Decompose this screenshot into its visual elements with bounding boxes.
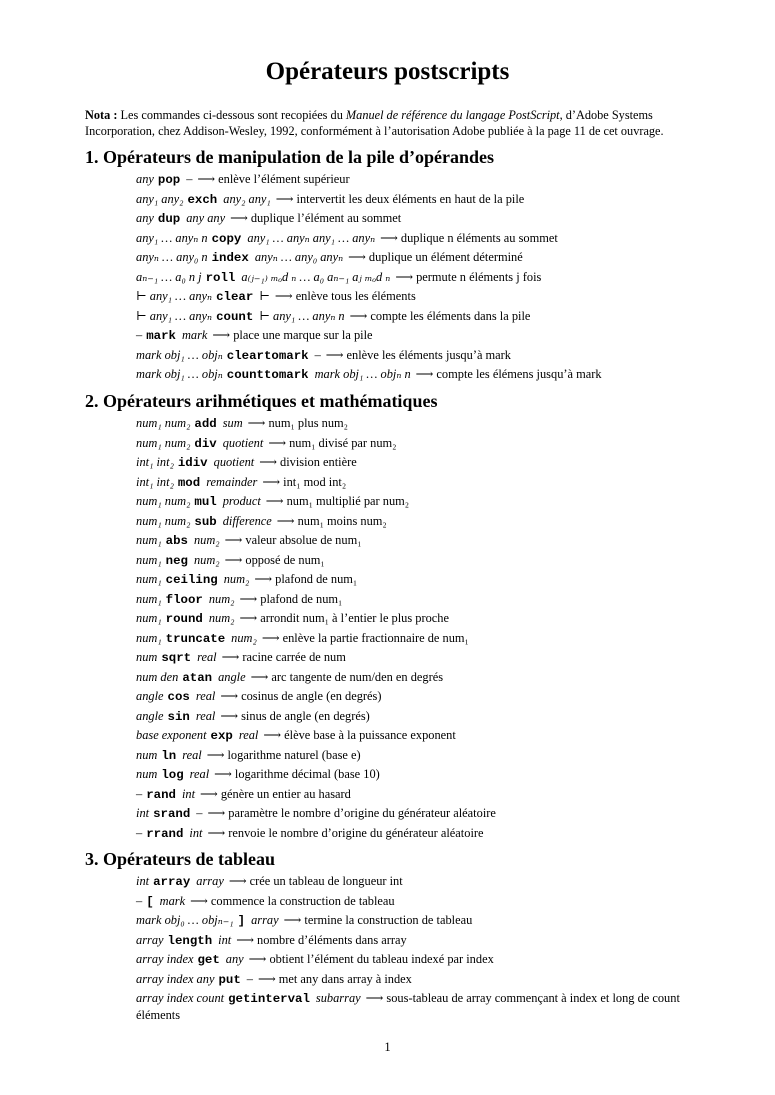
operator-description: duplique n éléments au sommet bbox=[400, 230, 558, 245]
operator-name: cleartomark bbox=[226, 348, 309, 363]
operator-description: duplique un élément déterminé bbox=[368, 250, 523, 264]
operator-list-2 bbox=[136, 414, 696, 843]
result-arrow: ⟶ bbox=[236, 932, 255, 947]
operator-result: num₂ bbox=[208, 611, 235, 625]
operator-result: real bbox=[195, 689, 216, 703]
operator-result: anyₙ … any₀ anyₙ bbox=[254, 250, 344, 264]
operator-description: enlève les éléments jusqu’à mark bbox=[346, 347, 512, 362]
operator-entry bbox=[136, 765, 696, 785]
operator-args: mark obj₀ … objₙ₋₁ bbox=[136, 913, 234, 927]
operator-description: compte les éléments dans la pile bbox=[370, 308, 531, 323]
operator-name: get bbox=[197, 953, 220, 967]
result-arrow: ⟶ bbox=[262, 474, 281, 489]
operator-entry bbox=[136, 287, 696, 307]
operator-result: num₂ bbox=[231, 630, 257, 645]
operator-result: real bbox=[197, 650, 217, 664]
operator-description: nombre d’éléments dans array bbox=[257, 932, 407, 947]
operator-args: int₁ int₂ bbox=[136, 474, 174, 489]
operator-entry bbox=[136, 950, 696, 970]
operator-args: num bbox=[136, 650, 158, 664]
page-title: Opérateurs postscripts bbox=[265, 58, 510, 85]
operator-args: – bbox=[136, 893, 143, 908]
operator-description: plafond de num₁ bbox=[275, 572, 358, 586]
operator-entry bbox=[136, 346, 696, 366]
operator-description: obtient l’élément du tableau indexé par index bbox=[269, 952, 494, 966]
operator-result: – bbox=[186, 172, 193, 186]
nota-book-title: Manuel de référence du langage PostScript bbox=[345, 108, 560, 122]
result-arrow: ⟶ bbox=[200, 786, 218, 801]
operator-name: [ bbox=[146, 894, 154, 909]
operator-result: any bbox=[225, 952, 244, 966]
operator-result: int bbox=[181, 786, 196, 801]
operator-description: duplique l’élément au sommet bbox=[250, 211, 402, 225]
operator-entry bbox=[136, 190, 696, 210]
operator-name: cos bbox=[167, 690, 190, 704]
result-arrow: ⟶ bbox=[261, 630, 280, 645]
operator-description: compte les élémens jusqu’à mark bbox=[436, 367, 602, 381]
result-arrow: ⟶ bbox=[254, 572, 273, 586]
operator-name: count bbox=[216, 309, 254, 324]
operator-name: abs bbox=[165, 534, 188, 548]
operator-args: angle bbox=[136, 708, 164, 723]
operator-description: plafond de num₁ bbox=[260, 591, 343, 606]
operator-name: ] bbox=[237, 914, 246, 928]
operator-name: sqrt bbox=[161, 651, 192, 665]
operator-entry bbox=[136, 512, 696, 532]
operator-description: arrondit num₁ à l’entier le plus proche bbox=[260, 611, 450, 625]
section-heading-2: 2. Opérateurs arihmétiques et mathématiques bbox=[85, 391, 438, 411]
operator-result: ⊢ any₁ … anyₙ n bbox=[259, 308, 345, 323]
operator-name: exp bbox=[210, 729, 233, 743]
result-arrow: ⟶ bbox=[190, 893, 208, 908]
result-arrow: ⟶ bbox=[259, 455, 277, 469]
operator-result: quotient bbox=[213, 455, 255, 469]
operator-description: génère un entier au hasard bbox=[220, 786, 351, 801]
operator-entry bbox=[136, 473, 696, 493]
operator-result: array bbox=[251, 913, 279, 927]
result-arrow: ⟶ bbox=[212, 328, 231, 342]
operator-description: num₁ plus num₂ bbox=[268, 416, 348, 430]
result-arrow: ⟶ bbox=[221, 650, 240, 664]
operator-entry bbox=[136, 170, 696, 190]
operator-name: sub bbox=[194, 514, 217, 529]
operator-entry bbox=[136, 970, 696, 990]
operator-entry bbox=[136, 248, 696, 268]
page-number: 1 bbox=[384, 1040, 391, 1054]
result-arrow: ⟶ bbox=[265, 494, 284, 508]
operator-args: any bbox=[136, 172, 154, 186]
operator-args: num bbox=[136, 767, 158, 781]
result-arrow: ⟶ bbox=[415, 367, 434, 381]
operator-result: array bbox=[196, 874, 224, 888]
operator-list-1 bbox=[136, 170, 696, 385]
operator-result: – bbox=[314, 347, 321, 362]
operator-args: num den bbox=[136, 669, 179, 684]
operator-entry bbox=[136, 531, 696, 551]
operator-name: rrand bbox=[146, 826, 184, 841]
operator-result: sum bbox=[222, 416, 243, 430]
operator-description: renvoie le nombre d’origine du générateur aléatoire bbox=[228, 825, 484, 840]
operator-name: counttomark bbox=[226, 368, 309, 382]
operator-description: termine la construction de tableau bbox=[304, 913, 473, 927]
section-heading-1: 1. Opérateurs de manipulation de la pile d’opérandes bbox=[85, 147, 495, 167]
operator-description: met any dans array à index bbox=[278, 971, 412, 986]
result-arrow: ⟶ bbox=[239, 591, 258, 606]
result-arrow: ⟶ bbox=[228, 874, 247, 888]
nota-label: Nota : bbox=[85, 108, 118, 122]
operator-result: any₂ any₁ bbox=[223, 191, 271, 206]
operator-name: idiv bbox=[177, 456, 208, 470]
operator-name: div bbox=[194, 436, 217, 451]
result-arrow: ⟶ bbox=[197, 172, 216, 186]
result-arrow: ⟶ bbox=[239, 611, 258, 625]
operator-args: num₁ bbox=[136, 572, 162, 586]
result-arrow: ⟶ bbox=[365, 991, 384, 1005]
operator-description: num₁ divisé par num₂ bbox=[289, 435, 397, 450]
result-arrow: ⟶ bbox=[348, 250, 366, 264]
operator-name: length bbox=[167, 933, 213, 948]
result-arrow: ⟶ bbox=[207, 806, 226, 820]
operator-name: dup bbox=[157, 212, 181, 226]
operator-args: array index any bbox=[136, 971, 215, 986]
operator-description: permute n éléments j fois bbox=[416, 269, 542, 284]
operator-result: real bbox=[195, 708, 216, 723]
operator-description: paramètre le nombre d’origine du générateur aléatoire bbox=[228, 806, 496, 820]
operator-entry bbox=[136, 551, 696, 571]
operator-entry bbox=[136, 989, 696, 1023]
operator-entry bbox=[136, 726, 696, 746]
operator-description: élève base à la puissance exponent bbox=[284, 728, 456, 742]
operator-description: logarithme décimal (base 10) bbox=[234, 767, 380, 781]
operator-result: remainder bbox=[206, 474, 258, 489]
operator-args: – bbox=[136, 328, 143, 342]
operator-args: – bbox=[136, 786, 143, 801]
operator-result: real bbox=[238, 728, 259, 742]
operator-entry bbox=[136, 648, 696, 668]
operator-result: num₂ bbox=[193, 552, 220, 567]
operator-entry bbox=[136, 892, 696, 912]
operator-description: enlève tous les éléments bbox=[295, 289, 416, 303]
operator-name: roll bbox=[205, 270, 236, 285]
operator-result: ⊢ bbox=[259, 289, 270, 303]
result-arrow: ⟶ bbox=[283, 913, 302, 927]
operator-name: ceiling bbox=[165, 573, 218, 587]
operator-args: num₁ bbox=[136, 552, 162, 567]
operator-result: product bbox=[222, 494, 261, 508]
result-arrow: ⟶ bbox=[224, 552, 243, 567]
operator-name: mod bbox=[177, 475, 201, 490]
operator-name: ln bbox=[161, 748, 177, 763]
operator-result: a₍ⱼ₋₁₎ ₘₒd ₙ … a₀ aₙ₋₁ aⱼ ₘₒd ₙ bbox=[241, 269, 391, 284]
operator-description: arc tangente de num/den en degrés bbox=[271, 669, 444, 684]
result-arrow: ⟶ bbox=[220, 708, 239, 723]
operator-entry bbox=[136, 629, 696, 649]
result-arrow: ⟶ bbox=[247, 416, 266, 430]
operator-args: num bbox=[136, 747, 158, 762]
operator-args: – bbox=[136, 825, 143, 840]
operator-entry bbox=[136, 307, 696, 327]
operator-description: cosinus de angle (en degrés) bbox=[241, 689, 382, 703]
operator-args: any bbox=[136, 211, 154, 225]
operator-entry bbox=[136, 668, 696, 688]
operator-name: clear bbox=[216, 290, 254, 304]
operator-args: ⊢ any₁ … anyₙ bbox=[136, 289, 213, 303]
operator-entry bbox=[136, 229, 696, 249]
operator-name: add bbox=[194, 417, 217, 431]
operator-entry bbox=[136, 453, 696, 473]
operator-args: base exponent bbox=[136, 728, 207, 742]
operator-result: difference bbox=[222, 513, 272, 528]
operator-args: num₁ num₂ bbox=[136, 435, 191, 450]
operator-args: num₁ num₂ bbox=[136, 513, 191, 528]
operator-description: logarithme naturel (base e) bbox=[227, 747, 361, 762]
operator-entry bbox=[136, 872, 696, 892]
operator-entry bbox=[136, 804, 696, 824]
nota-text-1: Les commandes ci-dessous sont recopiées du bbox=[117, 108, 346, 122]
operator-result: angle bbox=[218, 669, 246, 684]
result-arrow: ⟶ bbox=[275, 191, 294, 206]
operator-entry bbox=[136, 590, 696, 610]
operator-args: int bbox=[136, 874, 150, 888]
operator-description: commence la construction de tableau bbox=[210, 893, 395, 908]
nota-paragraph bbox=[85, 107, 697, 139]
operator-result: num₂ bbox=[223, 572, 250, 586]
operator-args: num₁ bbox=[136, 630, 162, 645]
operator-result: – bbox=[196, 806, 203, 820]
operator-result: mark bbox=[159, 893, 186, 908]
operator-entry bbox=[136, 931, 696, 951]
operator-description: num₁ multiplié par num₂ bbox=[286, 494, 410, 508]
operator-name: mul bbox=[194, 495, 217, 509]
operator-args: num₁ bbox=[136, 533, 162, 547]
operator-args: aₙ₋₁ … a₀ n j bbox=[136, 269, 202, 284]
operator-name: mark bbox=[146, 329, 176, 343]
operator-args: anyₙ … any₀ n bbox=[136, 250, 208, 264]
result-arrow: ⟶ bbox=[214, 767, 232, 781]
operator-entry bbox=[136, 687, 696, 707]
operator-result: any₁ … anyₙ any₁ … anyₙ bbox=[247, 230, 376, 245]
result-arrow: ⟶ bbox=[250, 669, 269, 684]
operator-description: crée un tableau de longueur int bbox=[249, 874, 403, 888]
operator-description: num₁ moins num₂ bbox=[297, 513, 387, 528]
operator-result: num₂ bbox=[193, 533, 220, 547]
operator-result: int bbox=[218, 932, 232, 947]
operator-result: quotient bbox=[222, 435, 264, 450]
operator-args: num₁ bbox=[136, 611, 162, 625]
result-arrow: ⟶ bbox=[206, 747, 225, 762]
operator-description: intervertit les deux éléments en haut de la pile bbox=[296, 191, 525, 206]
operator-description: racine carrée de num bbox=[242, 650, 346, 664]
operator-description: enlève l’élément supérieur bbox=[218, 172, 350, 186]
operator-result: any any bbox=[186, 211, 226, 225]
result-arrow: ⟶ bbox=[230, 211, 248, 225]
result-arrow: ⟶ bbox=[349, 308, 368, 323]
operator-name: index bbox=[211, 251, 249, 265]
result-arrow: ⟶ bbox=[274, 289, 293, 303]
operator-result: real bbox=[189, 767, 210, 781]
operator-name: floor bbox=[165, 592, 203, 607]
operator-args: num₁ num₂ bbox=[136, 494, 191, 508]
operator-entry bbox=[136, 824, 696, 844]
operator-description: place une marque sur la pile bbox=[233, 328, 373, 342]
result-arrow: ⟶ bbox=[395, 269, 414, 284]
operator-entry bbox=[136, 268, 696, 288]
operator-args: array bbox=[136, 932, 164, 947]
operator-description: division entière bbox=[280, 455, 357, 469]
result-arrow: ⟶ bbox=[276, 513, 295, 528]
operator-name: round bbox=[165, 612, 203, 626]
operator-entry bbox=[136, 434, 696, 454]
result-arrow: ⟶ bbox=[268, 435, 287, 450]
operator-entry bbox=[136, 365, 696, 385]
operator-result: real bbox=[182, 747, 202, 762]
operator-entry bbox=[136, 326, 696, 346]
operator-entry bbox=[136, 707, 696, 727]
operator-entry bbox=[136, 492, 696, 512]
operator-args: angle bbox=[136, 689, 164, 703]
section-heading-3: 3. Opérateurs de tableau bbox=[85, 849, 275, 869]
operator-name: array bbox=[153, 875, 191, 889]
operator-name: getinterval bbox=[228, 992, 310, 1006]
operator-list-3 bbox=[136, 872, 696, 1023]
result-arrow: ⟶ bbox=[257, 971, 276, 986]
operator-args: mark obj₁ … objₙ bbox=[136, 367, 223, 381]
result-arrow: ⟶ bbox=[248, 952, 267, 966]
operator-args: mark obj₁ … objₙ bbox=[136, 347, 223, 362]
operator-result: mark bbox=[181, 328, 208, 342]
operator-entry bbox=[136, 414, 696, 434]
operator-args: ⊢ any₁ … anyₙ bbox=[136, 308, 213, 323]
operator-args: any₁ any₂ bbox=[136, 191, 184, 206]
operator-args: int₁ int₂ bbox=[136, 455, 174, 469]
operator-entry bbox=[136, 911, 696, 931]
operator-args: num₁ bbox=[136, 591, 162, 606]
operator-result: int bbox=[189, 825, 203, 840]
operator-entry bbox=[136, 570, 696, 590]
operator-name: put bbox=[218, 972, 241, 987]
operator-entry bbox=[136, 609, 696, 629]
operator-result: num₂ bbox=[208, 591, 235, 606]
operator-description: valeur absolue de num₁ bbox=[245, 533, 362, 547]
operator-description: sous-tableau de array commençant à index et long de count éléments bbox=[136, 991, 680, 1022]
operator-result: mark obj₁ … objₙ n bbox=[314, 367, 411, 381]
result-arrow: ⟶ bbox=[207, 825, 226, 840]
operator-args: array index bbox=[136, 952, 194, 966]
operator-args: array index count bbox=[136, 991, 225, 1005]
operator-description: opposé de num₁ bbox=[245, 552, 325, 567]
result-arrow: ⟶ bbox=[325, 347, 344, 362]
operator-name: truncate bbox=[165, 631, 226, 646]
result-arrow: ⟶ bbox=[224, 533, 243, 547]
operator-name: srand bbox=[153, 807, 191, 821]
operator-name: log bbox=[161, 768, 184, 782]
nota-text-2: , d’Adobe Systems Incorporation, chez Addison-Wesley, 1992, conformément à l’autorisation Adobe publiée à la page 11 de cet ouvrage. bbox=[85, 108, 664, 138]
operator-description: sinus de angle (en degrés) bbox=[241, 708, 370, 723]
operator-result: subarray bbox=[315, 991, 361, 1005]
operator-name: copy bbox=[211, 231, 242, 246]
operator-args: int bbox=[136, 806, 150, 820]
operator-name: exch bbox=[187, 192, 218, 207]
operator-description: enlève la partie fractionnaire de num₁ bbox=[282, 630, 469, 645]
operator-args: num₁ num₂ bbox=[136, 416, 191, 430]
operator-name: pop bbox=[157, 173, 181, 187]
result-arrow: ⟶ bbox=[380, 230, 398, 245]
operator-name: atan bbox=[182, 670, 213, 685]
operator-name: rand bbox=[146, 787, 176, 802]
result-arrow: ⟶ bbox=[220, 689, 239, 703]
operator-args: any₁ … anyₙ n bbox=[136, 230, 208, 245]
operator-entry bbox=[136, 209, 696, 229]
operator-entry bbox=[136, 785, 696, 805]
operator-description: int₁ mod int₂ bbox=[283, 474, 347, 489]
operator-name: neg bbox=[165, 553, 188, 568]
operator-result: – bbox=[246, 971, 253, 986]
operator-entry bbox=[136, 746, 696, 766]
result-arrow: ⟶ bbox=[263, 728, 282, 742]
operator-name: sin bbox=[167, 709, 190, 724]
